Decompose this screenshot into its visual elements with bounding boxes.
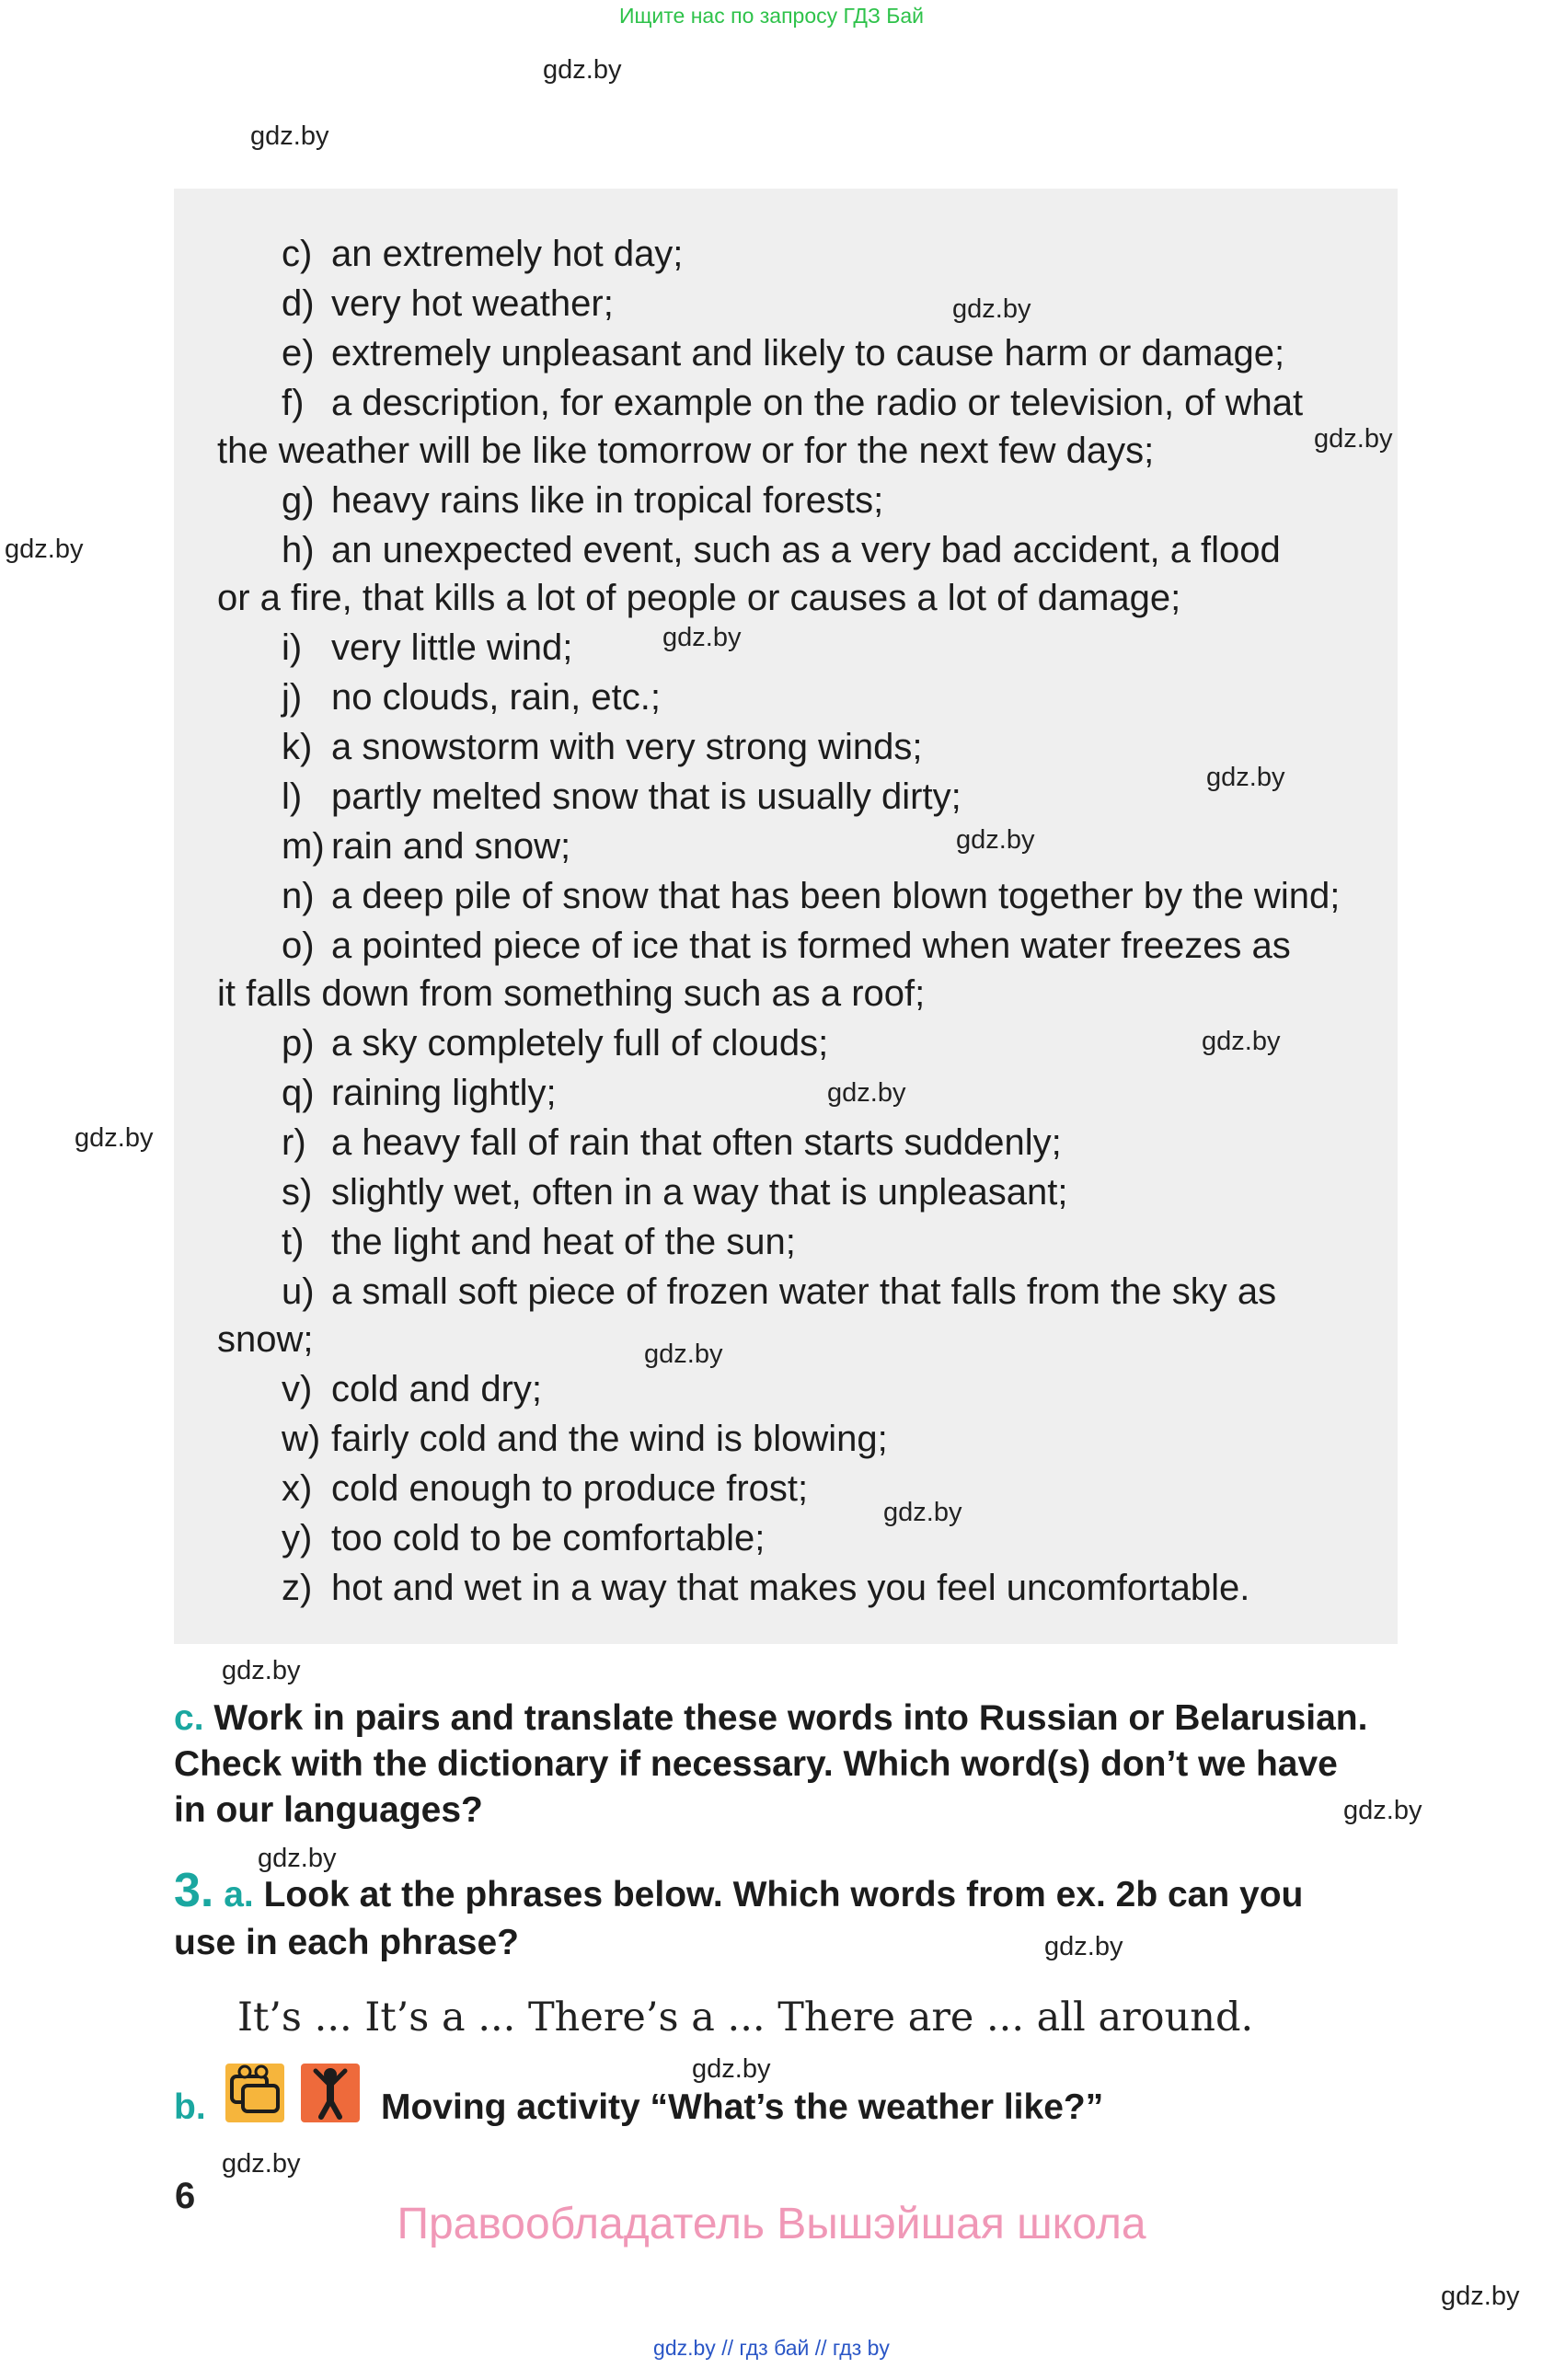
watermark: gdz.by [1202, 1027, 1281, 1056]
phrase-frames: It’s ... It’s a ... There’s a ... There are ... all around. [237, 1995, 1254, 2041]
definition-key: l) [282, 776, 303, 817]
definition-item [282, 773, 961, 821]
definition-key: s) [282, 1172, 313, 1213]
task-c-line: Check with the dictionary if necessary. Which word(s) don’t we have [174, 1744, 1338, 1784]
definition-text: very little wind; [331, 627, 573, 668]
definition-item [282, 1465, 808, 1512]
watermark: gdz.by [956, 825, 1035, 855]
watermark: gdz.by [827, 1078, 906, 1108]
task-c-text: Work in pairs and translate these words into Russian or Belarusian. [213, 1698, 1368, 1738]
definition-text: a small soft piece of frozen water that falls from the sky as [331, 1271, 1277, 1312]
definition-item [282, 922, 1291, 970]
definition-text: hot and wet in a way that makes you feel uncomfortable. [331, 1568, 1250, 1608]
watermark: gdz.by [1441, 2282, 1520, 2311]
definition-item [282, 1415, 888, 1463]
definition-item [282, 673, 661, 721]
definition-item [282, 230, 683, 278]
definition-text: heavy rains like in tropical forests; [331, 480, 884, 521]
definition-item [282, 872, 1340, 920]
definition-item [282, 1365, 542, 1413]
definition-key: w) [282, 1419, 321, 1459]
definition-key: j) [282, 677, 303, 718]
definition-item [282, 329, 1284, 377]
definition-text: slightly wet, often in a way that is unpleasant; [331, 1172, 1068, 1213]
watermark: gdz.by [5, 535, 84, 564]
exercise-3a-line [174, 1864, 1304, 1918]
task-c-line: in our languages? [174, 1790, 483, 1830]
definition-text: a sky completely full of clouds; [331, 1023, 829, 1064]
definition-key: q) [282, 1073, 315, 1113]
watermark: gdz.by [222, 1656, 301, 1685]
definition-key: e) [282, 333, 315, 374]
exercise-number: 3. [174, 1864, 214, 1917]
definition-key: k) [282, 727, 313, 767]
definition-text: cold enough to produce frost; [331, 1468, 809, 1509]
definition-key: g) [282, 480, 315, 521]
definition-text: an extremely hot day; [331, 234, 684, 274]
definition-item [282, 1218, 796, 1266]
watermark: gdz.by [1206, 763, 1285, 792]
definition-item [282, 624, 572, 672]
definition-item [282, 477, 883, 524]
definition-key: x) [282, 1468, 313, 1509]
watermark: gdz.by [883, 1498, 962, 1527]
definition-text: too cold to be comfortable; [331, 1518, 766, 1558]
definition-item [282, 379, 1303, 427]
exercise-3a-text: Look at the phrases below. Which words from ex. 2b can you [263, 1875, 1304, 1914]
task-c-line [174, 1695, 1367, 1742]
watermark: gdz.by [222, 2149, 301, 2179]
definition-key: t) [282, 1222, 305, 1262]
definition-text: no clouds, rain, etc.; [331, 677, 661, 718]
definition-text: a pointed piece of ice that is formed when water freezes as [331, 926, 1291, 966]
definition-key: d) [282, 283, 315, 324]
definition-text: raining lightly; [331, 1073, 557, 1113]
definition-key: n) [282, 876, 315, 916]
definition-continuation: the weather will be like tomorrow or for the next few days; [217, 431, 1155, 471]
exercise-3b-text: Moving activity “What’s the weather like?” [381, 2087, 1104, 2127]
watermark: gdz.by [1044, 1932, 1123, 1961]
definition-text: the light and heat of the sun; [331, 1222, 796, 1262]
watermark: gdz.by [952, 294, 1031, 324]
definition-text: partly melted snow that is usually dirty; [331, 776, 961, 817]
definition-key: c) [282, 234, 313, 274]
copyright-notice: Правообладатель Вышэйшая школа [397, 2200, 1146, 2248]
task-c-letter: c. [174, 1698, 204, 1738]
definition-key: v) [282, 1369, 313, 1409]
definition-key: p) [282, 1023, 315, 1064]
definition-key: f) [282, 383, 305, 423]
definition-item [282, 1069, 557, 1117]
page-number: 6 [175, 2176, 196, 2216]
definition-key: i) [282, 627, 303, 668]
top-banner[interactable]: Ищите нас по запросу ГДЗ Бай [618, 4, 925, 28]
watermark: gdz.by [662, 623, 742, 652]
definition-item [282, 1168, 1067, 1216]
definition-key: z) [282, 1568, 313, 1608]
definition-text: a snowstorm with very strong winds; [331, 727, 923, 767]
definition-item [282, 280, 614, 328]
definition-item [282, 1019, 828, 1067]
watermark: gdz.by [543, 55, 622, 85]
definition-key: u) [282, 1271, 315, 1312]
exercise-3a-line: use in each phrase? [174, 1923, 519, 1962]
watermark: gdz.by [692, 2054, 771, 2084]
exercise-3b-letter: b. [174, 2087, 206, 2127]
footer-links[interactable]: gdz.by // гдз бай // гдз by [653, 2336, 890, 2360]
definition-continuation: snow; [217, 1319, 314, 1360]
watermark: gdz.by [1314, 424, 1393, 454]
watermark: gdz.by [250, 121, 329, 151]
watermark: gdz.by [258, 1844, 337, 1873]
definition-item [282, 1514, 765, 1562]
definition-item [282, 1564, 1249, 1612]
definition-text: an unexpected event, such as a very bad accident, a flood [331, 530, 1281, 570]
definition-text: rain and snow; [331, 826, 571, 867]
definition-text: extremely unpleasant and likely to cause harm or damage; [331, 333, 1285, 374]
watermark: gdz.by [75, 1123, 154, 1153]
definition-key: h) [282, 530, 315, 570]
definition-text: very hot weather; [331, 283, 614, 324]
definition-item [282, 822, 570, 870]
definition-text: a deep pile of snow that has been blown together by the wind; [331, 876, 1341, 916]
pair-work-icon [225, 2064, 284, 2122]
definition-text: a heavy fall of rain that often starts suddenly; [331, 1122, 1062, 1163]
definition-key: m) [282, 826, 325, 867]
exercise-3a-letter: a. [224, 1875, 254, 1914]
definition-text: a description, for example on the radio or television, of what [331, 383, 1304, 423]
definition-continuation: it falls down from something such as a roof; [217, 973, 926, 1014]
watermark: gdz.by [644, 1339, 723, 1369]
definition-key: y) [282, 1518, 313, 1558]
definition-key: o) [282, 926, 315, 966]
definition-text: cold and dry; [331, 1369, 543, 1409]
definition-continuation: or a fire, that kills a lot of people or causes a lot of damage; [217, 578, 1181, 618]
definition-item [282, 1119, 1062, 1167]
definition-text: fairly cold and the wind is blowing; [331, 1419, 888, 1459]
definition-item [282, 526, 1281, 574]
moving-activity-icon [301, 2064, 360, 2122]
definition-key: r) [282, 1122, 306, 1163]
definition-item [282, 723, 922, 771]
definition-item [282, 1268, 1276, 1316]
watermark: gdz.by [1343, 1796, 1422, 1825]
